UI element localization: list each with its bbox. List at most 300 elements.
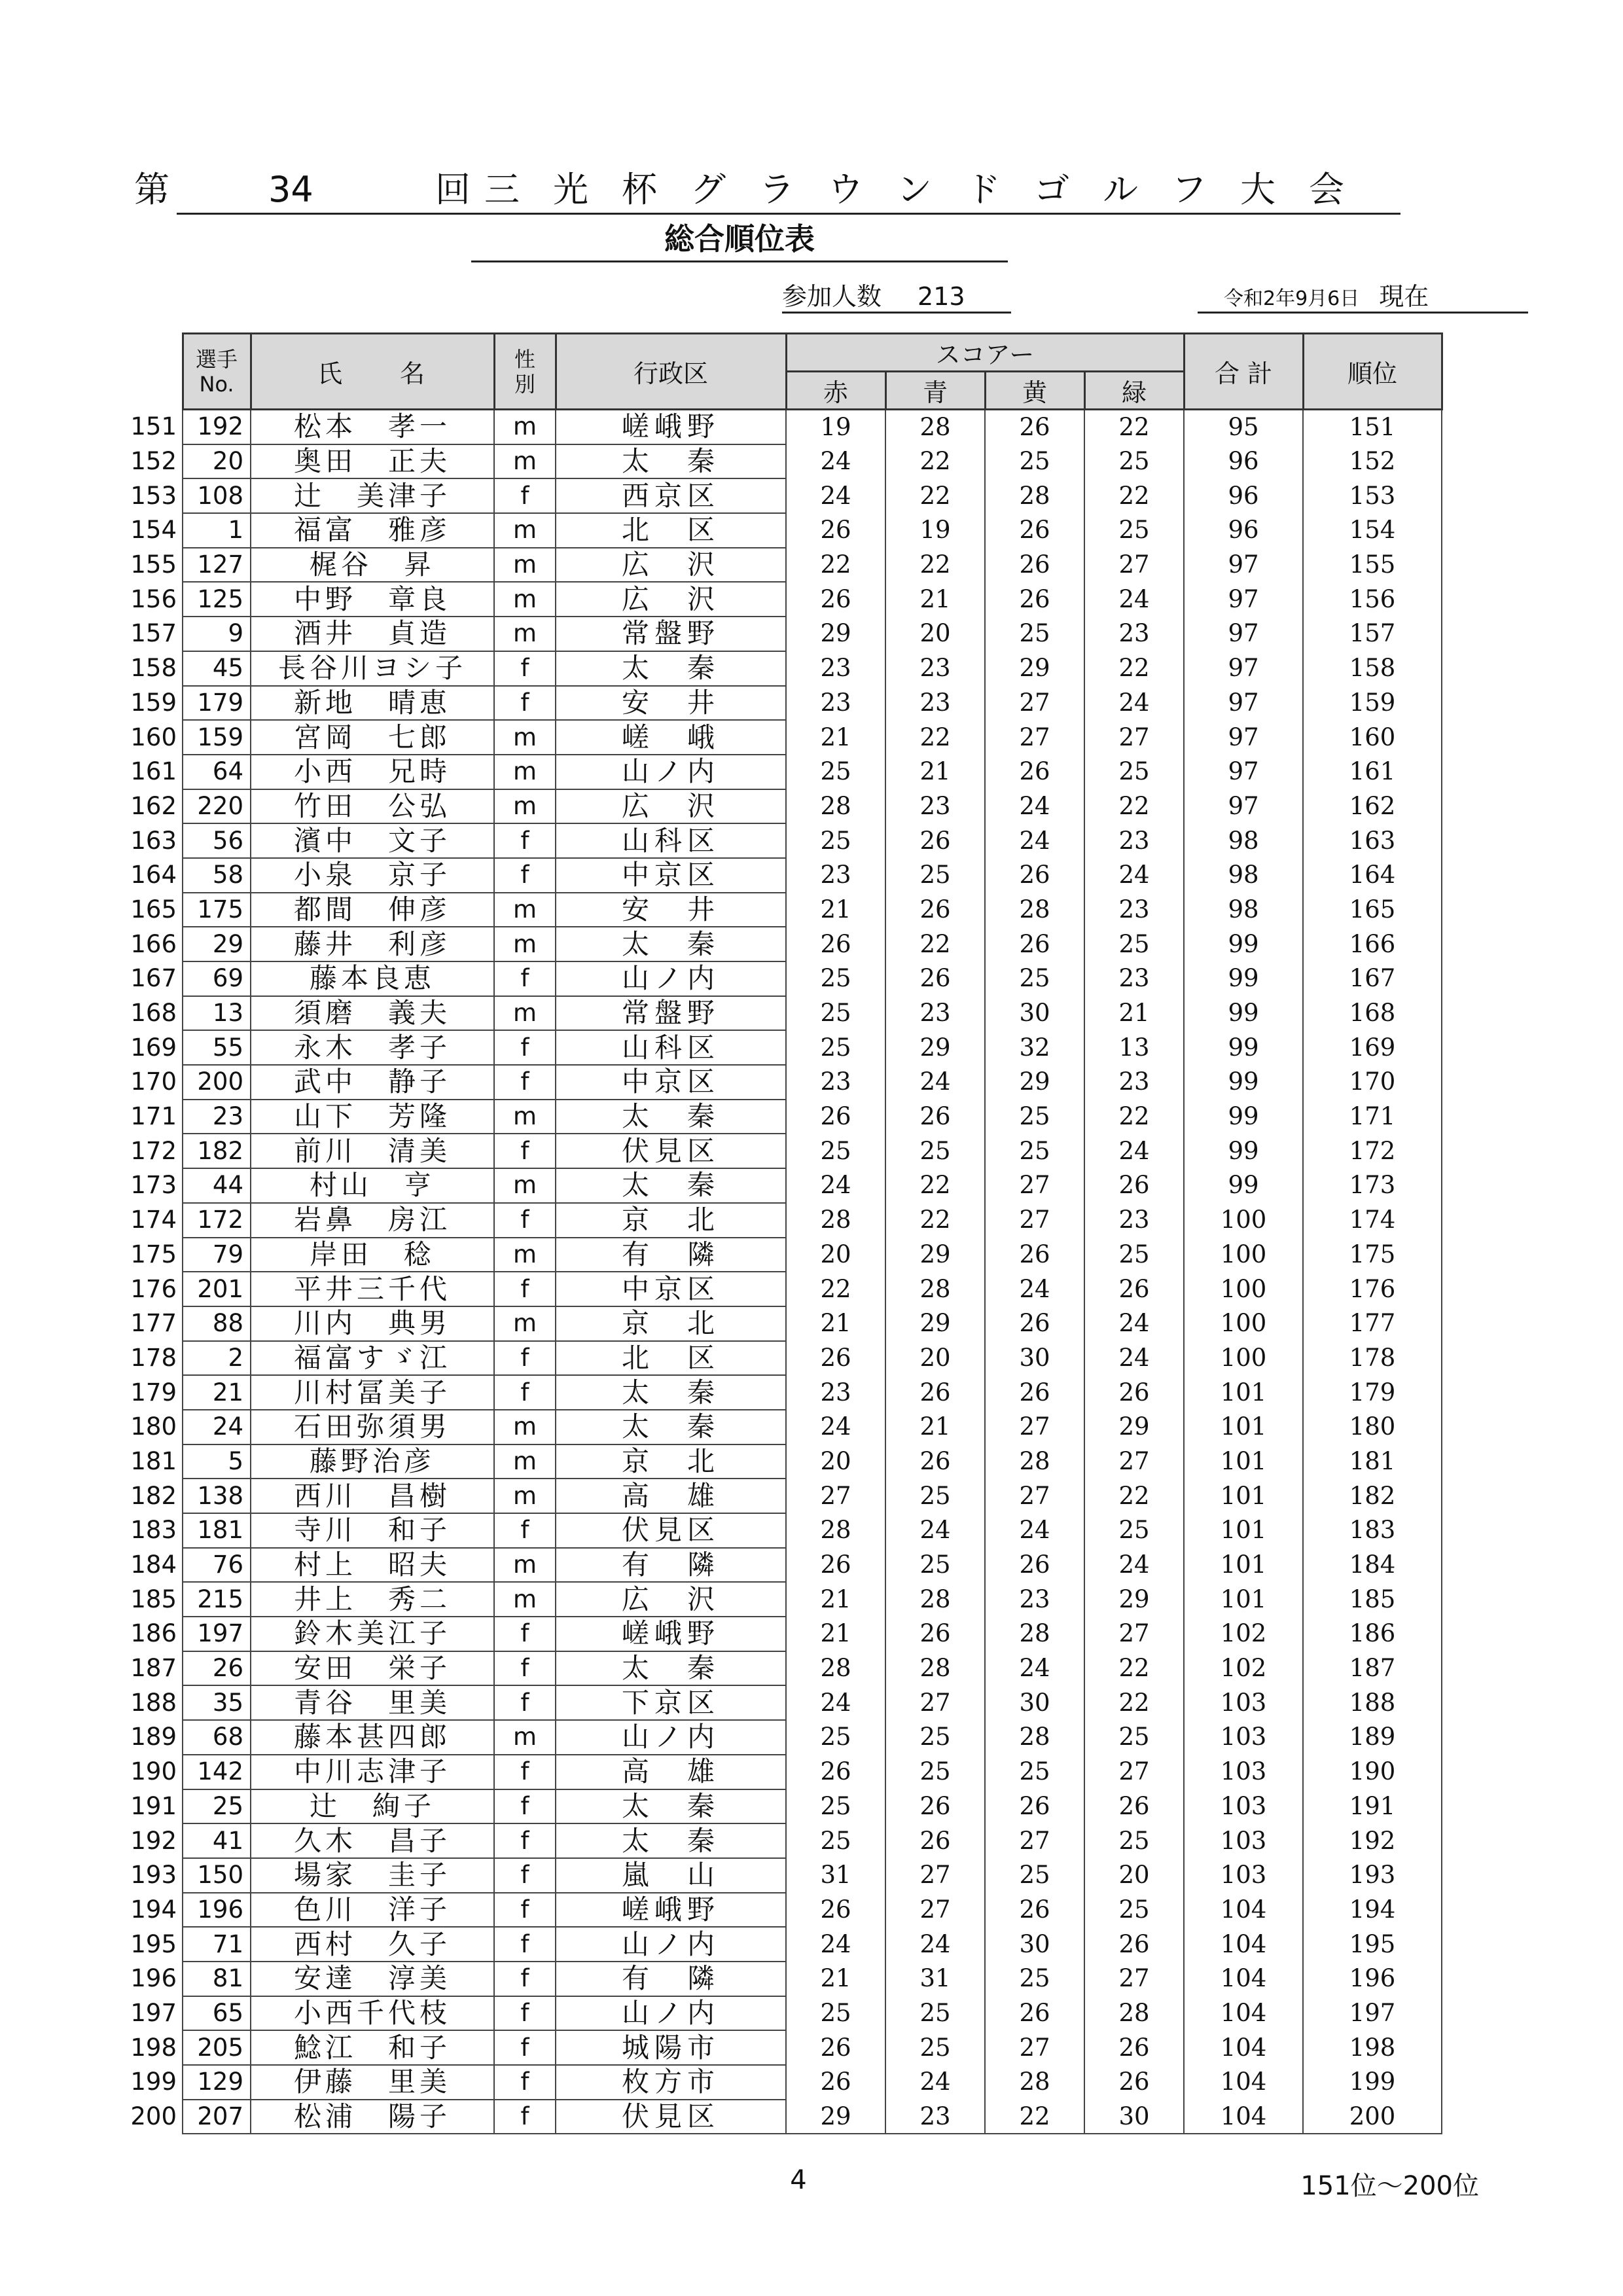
district-cell: 山科区 xyxy=(556,823,786,858)
score-yellow-cell: 25 xyxy=(985,1100,1084,1134)
score-blue-cell: 25 xyxy=(885,1134,985,1168)
sex-cell: f xyxy=(494,1203,556,1238)
place-cell: 193 xyxy=(1303,1858,1442,1893)
title-char: ゴ xyxy=(1034,169,1069,210)
score-red-cell: 24 xyxy=(786,444,885,479)
score-green-cell: 21 xyxy=(1084,996,1184,1031)
district-cell: 山ノ内 xyxy=(556,1996,786,2031)
table-row xyxy=(124,410,1442,444)
score-yellow-cell: 28 xyxy=(985,2065,1084,2100)
rank-cell: 178 xyxy=(130,1343,177,1372)
score-red-cell: 28 xyxy=(786,1513,885,1548)
name-cell: 福富 雅彦 xyxy=(251,513,494,548)
place-cell: 169 xyxy=(1303,1030,1442,1065)
player-no-cell: 200 xyxy=(183,1065,251,1100)
district-cell: 太 秦 xyxy=(556,444,786,479)
rank-cell: 159 xyxy=(130,688,177,717)
table-row xyxy=(124,548,1442,583)
score-red-cell: 25 xyxy=(786,1823,885,1858)
sex-cell: f xyxy=(494,1341,556,1376)
name-cell: 酒井 貞造 xyxy=(251,617,494,651)
total-cell: 103 xyxy=(1184,1685,1303,1720)
sex-cell: m xyxy=(494,755,556,789)
score-blue-cell: 26 xyxy=(885,1100,985,1134)
rank-cell: 155 xyxy=(130,550,177,579)
player-no-cell: 56 xyxy=(183,823,251,858)
score-green-cell: 25 xyxy=(1084,1720,1184,1755)
score-yellow-cell: 27 xyxy=(985,1823,1084,1858)
place-cell: 160 xyxy=(1303,720,1442,755)
place-cell: 177 xyxy=(1303,1306,1442,1341)
place-cell: 194 xyxy=(1303,1893,1442,1928)
name-cell: 安田 栄子 xyxy=(251,1651,494,1686)
rank-cell: 195 xyxy=(130,1929,177,1958)
sex-cell: m xyxy=(494,513,556,548)
place-cell: 195 xyxy=(1303,1927,1442,1962)
score-yellow-cell: 26 xyxy=(985,1893,1084,1928)
score-blue-cell: 26 xyxy=(885,1444,985,1479)
score-yellow-cell: 26 xyxy=(985,513,1084,548)
rank-cell: 183 xyxy=(130,1516,177,1545)
name-cell: 青谷 里美 xyxy=(251,1685,494,1720)
score-green-cell: 27 xyxy=(1084,1962,1184,1996)
participants-label: 参加人数 xyxy=(782,282,882,311)
district-cell: 高 雄 xyxy=(556,1479,786,1513)
sex-cell: f xyxy=(494,1858,556,1893)
total-cell: 99 xyxy=(1184,1065,1303,1100)
score-red-cell: 28 xyxy=(786,789,885,824)
rank-cell: 169 xyxy=(130,1033,177,1062)
score-green-cell: 23 xyxy=(1084,617,1184,651)
place-cell: 181 xyxy=(1303,1444,1442,1479)
total-cell: 97 xyxy=(1184,789,1303,824)
place-cell: 189 xyxy=(1303,1720,1442,1755)
table-row xyxy=(124,1513,1442,1548)
total-cell: 99 xyxy=(1184,1134,1303,1168)
score-green-cell: 26 xyxy=(1084,2065,1184,2100)
place-cell: 162 xyxy=(1303,789,1442,824)
name-cell: 鈴木美江子 xyxy=(251,1617,494,1651)
table-row xyxy=(124,2030,1442,2065)
score-yellow-cell: 27 xyxy=(985,1168,1084,1203)
score-red-cell: 27 xyxy=(786,1479,885,1513)
sex-cell: m xyxy=(494,1410,556,1444)
table-row xyxy=(124,1927,1442,1962)
total-cell: 103 xyxy=(1184,1720,1303,1755)
title-underline xyxy=(177,213,1400,215)
player-no-cell: 64 xyxy=(183,755,251,789)
total-cell: 99 xyxy=(1184,1168,1303,1203)
name-cell: 永木 孝子 xyxy=(251,1030,494,1065)
table-row xyxy=(124,1410,1442,1444)
place-cell: 188 xyxy=(1303,1685,1442,1720)
score-yellow-cell: 26 xyxy=(985,1306,1084,1341)
table-row xyxy=(124,1858,1442,1893)
score-blue-cell: 23 xyxy=(885,686,985,721)
rank-cell: 199 xyxy=(130,2068,177,2096)
score-yellow-cell: 28 xyxy=(985,1720,1084,1755)
score-blue-cell: 23 xyxy=(885,789,985,824)
place-cell: 187 xyxy=(1303,1651,1442,1686)
sex-cell: m xyxy=(494,1306,556,1341)
rank-cell: 170 xyxy=(130,1067,177,1096)
score-yellow-cell: 26 xyxy=(985,1375,1084,1410)
player-no-cell: 205 xyxy=(183,2030,251,2065)
rank-cell: 176 xyxy=(130,1274,177,1303)
place-cell: 156 xyxy=(1303,582,1442,617)
place-cell: 154 xyxy=(1303,513,1442,548)
place-cell: 184 xyxy=(1303,1548,1442,1583)
title-char: 杯 xyxy=(622,169,657,210)
score-yellow-cell: 24 xyxy=(985,1651,1084,1686)
score-red-cell: 25 xyxy=(786,1720,885,1755)
player-no-cell: 29 xyxy=(183,927,251,961)
player-no-cell: 196 xyxy=(183,1893,251,1928)
score-yellow-cell: 27 xyxy=(985,2030,1084,2065)
district-cell: 伏見区 xyxy=(556,1134,786,1168)
table-row xyxy=(124,686,1442,721)
rank-cell: 177 xyxy=(130,1309,177,1338)
score-red-cell: 26 xyxy=(786,513,885,548)
header-sex-line2: 別 xyxy=(514,371,535,397)
rank-cell: 180 xyxy=(130,1412,177,1441)
table-row xyxy=(124,1479,1442,1513)
score-red-cell: 21 xyxy=(786,1306,885,1341)
player-no-cell: 9 xyxy=(183,617,251,651)
sex-cell: f xyxy=(494,823,556,858)
score-red-cell: 24 xyxy=(786,478,885,513)
rank-cell: 172 xyxy=(130,1136,177,1165)
total-cell: 103 xyxy=(1184,1823,1303,1858)
rank-cell: 186 xyxy=(130,1619,177,1648)
score-red-cell: 25 xyxy=(786,996,885,1031)
table-row xyxy=(124,1548,1442,1583)
table-row xyxy=(124,1030,1442,1065)
name-cell: 色川 洋子 xyxy=(251,1893,494,1928)
player-no-cell: 41 xyxy=(183,1823,251,1858)
score-red-cell: 23 xyxy=(786,858,885,893)
place-cell: 191 xyxy=(1303,1789,1442,1824)
table-row xyxy=(124,1893,1442,1928)
rank-cell: 171 xyxy=(130,1102,177,1131)
table-row xyxy=(124,444,1442,479)
player-no-cell: 81 xyxy=(183,1962,251,1996)
score-green-cell: 30 xyxy=(1084,2100,1184,2134)
rank-cell: 191 xyxy=(130,1791,177,1820)
title-char: ラ xyxy=(759,169,794,210)
score-yellow-cell: 26 xyxy=(985,582,1084,617)
rank-cell: 161 xyxy=(130,757,177,786)
score-red-cell: 26 xyxy=(786,927,885,961)
score-green-cell: 26 xyxy=(1084,2030,1184,2065)
score-yellow-cell: 27 xyxy=(985,686,1084,721)
place-cell: 153 xyxy=(1303,478,1442,513)
district-cell: 太 秦 xyxy=(556,1651,786,1686)
player-no-cell: 150 xyxy=(183,1858,251,1893)
name-cell: 武中 静子 xyxy=(251,1065,494,1100)
page-number: 4 xyxy=(790,2165,807,2195)
score-green-cell: 27 xyxy=(1084,720,1184,755)
total-cell: 101 xyxy=(1184,1513,1303,1548)
sex-cell: f xyxy=(494,1617,556,1651)
score-blue-cell: 25 xyxy=(885,2030,985,2065)
rank-cell: 154 xyxy=(130,516,177,545)
score-blue-cell: 21 xyxy=(885,1410,985,1444)
place-cell: 170 xyxy=(1303,1065,1442,1100)
sex-cell: m xyxy=(494,1238,556,1272)
ranking-table xyxy=(124,332,1443,2134)
score-blue-cell: 22 xyxy=(885,478,985,513)
player-no-cell: 88 xyxy=(183,1306,251,1341)
score-yellow-cell: 30 xyxy=(985,1341,1084,1376)
player-no-cell: 26 xyxy=(183,1651,251,1686)
score-blue-cell: 25 xyxy=(885,1996,985,2031)
score-yellow-cell: 30 xyxy=(985,1927,1084,1962)
score-green-cell: 22 xyxy=(1084,1479,1184,1513)
rank-range: 151位～200位 xyxy=(1300,2171,1479,2201)
player-no-cell: 215 xyxy=(183,1582,251,1617)
table-row xyxy=(124,2100,1442,2134)
date-suffix: 現在 xyxy=(1379,282,1429,311)
score-yellow-cell: 25 xyxy=(985,1134,1084,1168)
district-cell: 太 秦 xyxy=(556,1789,786,1824)
table-row xyxy=(124,1755,1442,1789)
score-green-cell: 27 xyxy=(1084,1444,1184,1479)
score-red-cell: 25 xyxy=(786,961,885,996)
participants-value: 213 xyxy=(918,282,965,311)
name-cell: 長谷川ヨシ子 xyxy=(251,651,494,686)
table-row xyxy=(124,1375,1442,1410)
sex-cell: f xyxy=(494,651,556,686)
score-red-cell: 21 xyxy=(786,720,885,755)
rank-cell: 192 xyxy=(130,1826,177,1855)
score-red-cell: 24 xyxy=(786,1685,885,1720)
player-no-cell: 175 xyxy=(183,893,251,927)
district-cell: 城陽市 xyxy=(556,2030,786,2065)
name-cell: 福富すゞ江 xyxy=(251,1341,494,1376)
total-cell: 101 xyxy=(1184,1479,1303,1513)
table-row xyxy=(124,1823,1442,1858)
score-yellow-cell: 26 xyxy=(985,1996,1084,2031)
score-blue-cell: 24 xyxy=(885,1513,985,1548)
total-cell: 97 xyxy=(1184,755,1303,789)
sex-cell: m xyxy=(494,1582,556,1617)
score-yellow-cell: 25 xyxy=(985,1858,1084,1893)
rank-cell: 193 xyxy=(130,1861,177,1890)
table-row xyxy=(124,823,1442,858)
sex-cell: f xyxy=(494,1927,556,1962)
table-row xyxy=(124,1720,1442,1755)
score-blue-cell: 26 xyxy=(885,823,985,858)
player-no-cell: 25 xyxy=(183,1789,251,1824)
district-cell: 京 北 xyxy=(556,1203,786,1238)
date-text: 令和2年9月6日 xyxy=(1224,287,1360,310)
title-char: 三 xyxy=(484,169,520,210)
score-red-cell: 22 xyxy=(786,548,885,583)
district-cell: 嵯峨野 xyxy=(556,410,786,444)
total-cell: 99 xyxy=(1184,961,1303,996)
total-cell: 102 xyxy=(1184,1617,1303,1651)
total-cell: 100 xyxy=(1184,1238,1303,1272)
district-cell: 太 秦 xyxy=(556,1168,786,1203)
rank-cell: 188 xyxy=(130,1688,177,1717)
score-yellow-cell: 22 xyxy=(985,2100,1084,2134)
score-red-cell: 25 xyxy=(786,1996,885,2031)
header-score-green: 緑 xyxy=(1084,372,1184,410)
table-row xyxy=(124,1100,1442,1134)
score-green-cell: 23 xyxy=(1084,823,1184,858)
score-blue-cell: 28 xyxy=(885,1272,985,1306)
score-blue-cell: 24 xyxy=(885,2065,985,2100)
table-row xyxy=(124,513,1442,548)
name-cell: 宮岡 七郎 xyxy=(251,720,494,755)
title-kai: 回 xyxy=(435,169,471,210)
score-green-cell: 24 xyxy=(1084,1341,1184,1376)
place-cell: 161 xyxy=(1303,755,1442,789)
player-no-cell: 172 xyxy=(183,1203,251,1238)
place-cell: 166 xyxy=(1303,927,1442,961)
rank-cell: 156 xyxy=(130,584,177,613)
table-row xyxy=(124,996,1442,1031)
rank-cell: 158 xyxy=(130,654,177,683)
rank-cell: 157 xyxy=(130,619,177,648)
place-cell: 158 xyxy=(1303,651,1442,686)
score-yellow-cell: 25 xyxy=(985,1962,1084,1996)
header-player-no-line1: 選手 xyxy=(195,346,238,372)
player-no-cell: 58 xyxy=(183,858,251,893)
table-row xyxy=(124,1272,1442,1306)
page-title xyxy=(134,167,1397,213)
score-yellow-cell: 26 xyxy=(985,1548,1084,1583)
score-red-cell: 25 xyxy=(786,1030,885,1065)
table-row xyxy=(124,1306,1442,1341)
name-cell: 伊藤 里美 xyxy=(251,2065,494,2100)
place-cell: 174 xyxy=(1303,1203,1442,1238)
place-cell: 171 xyxy=(1303,1100,1442,1134)
district-cell: 広 沢 xyxy=(556,789,786,824)
total-cell: 97 xyxy=(1184,651,1303,686)
district-cell: 有 隣 xyxy=(556,1962,786,1996)
place-cell: 175 xyxy=(1303,1238,1442,1272)
score-blue-cell: 29 xyxy=(885,1030,985,1065)
score-blue-cell: 25 xyxy=(885,1548,985,1583)
total-cell: 97 xyxy=(1184,582,1303,617)
name-cell: 山下 芳隆 xyxy=(251,1100,494,1134)
score-blue-cell: 26 xyxy=(885,961,985,996)
score-red-cell: 29 xyxy=(786,2100,885,2134)
player-no-cell: 129 xyxy=(183,2065,251,2100)
total-cell: 101 xyxy=(1184,1375,1303,1410)
score-green-cell: 23 xyxy=(1084,961,1184,996)
table-row xyxy=(124,1168,1442,1203)
total-cell: 104 xyxy=(1184,2100,1303,2134)
rank-cell: 198 xyxy=(130,2033,177,2062)
table-row xyxy=(124,1789,1442,1824)
table-row xyxy=(124,1134,1442,1168)
name-cell: 梶谷 昇 xyxy=(251,548,494,583)
score-red-cell: 23 xyxy=(786,1065,885,1100)
district-cell: 北 区 xyxy=(556,513,786,548)
table-row xyxy=(124,789,1442,824)
sex-cell: m xyxy=(494,548,556,583)
score-green-cell: 22 xyxy=(1084,1685,1184,1720)
score-green-cell: 22 xyxy=(1084,651,1184,686)
district-cell: 嵯峨野 xyxy=(556,1893,786,1928)
district-cell: 枚方市 xyxy=(556,2065,786,2100)
score-red-cell: 24 xyxy=(786,1927,885,1962)
district-cell: 広 沢 xyxy=(556,548,786,583)
score-red-cell: 24 xyxy=(786,1410,885,1444)
table-row xyxy=(124,720,1442,755)
name-cell: 中川志津子 xyxy=(251,1755,494,1789)
district-cell: 山科区 xyxy=(556,1030,786,1065)
score-red-cell: 26 xyxy=(786,2030,885,2065)
player-no-cell: 79 xyxy=(183,1238,251,1272)
score-green-cell: 24 xyxy=(1084,858,1184,893)
score-green-cell: 23 xyxy=(1084,893,1184,927)
score-red-cell: 25 xyxy=(786,1789,885,1824)
sex-cell: f xyxy=(494,1065,556,1100)
score-blue-cell: 22 xyxy=(885,1203,985,1238)
place-cell: 179 xyxy=(1303,1375,1442,1410)
total-cell: 103 xyxy=(1184,1858,1303,1893)
score-blue-cell: 23 xyxy=(885,651,985,686)
player-no-cell: 179 xyxy=(183,686,251,721)
header-place: 順位 xyxy=(1303,334,1442,410)
subtitle: 総合順位表 xyxy=(664,221,815,257)
place-cell: 192 xyxy=(1303,1823,1442,1858)
name-cell: 藤本甚四郎 xyxy=(251,1720,494,1755)
name-cell: 石田弥須男 xyxy=(251,1410,494,1444)
total-cell: 100 xyxy=(1184,1306,1303,1341)
player-no-cell: 55 xyxy=(183,1030,251,1065)
score-yellow-cell: 32 xyxy=(985,1030,1084,1065)
score-blue-cell: 21 xyxy=(885,755,985,789)
name-cell: 小西千代枝 xyxy=(251,1996,494,2031)
score-blue-cell: 26 xyxy=(885,1789,985,1824)
score-blue-cell: 24 xyxy=(885,1065,985,1100)
place-cell: 159 xyxy=(1303,686,1442,721)
score-green-cell: 26 xyxy=(1084,1375,1184,1410)
total-cell: 103 xyxy=(1184,1755,1303,1789)
total-cell: 96 xyxy=(1184,444,1303,479)
score-green-cell: 24 xyxy=(1084,686,1184,721)
place-cell: 176 xyxy=(1303,1272,1442,1306)
score-blue-cell: 22 xyxy=(885,444,985,479)
sex-cell: m xyxy=(494,720,556,755)
table-row xyxy=(124,1996,1442,2031)
rank-cell: 200 xyxy=(130,2102,177,2131)
rank-cell: 190 xyxy=(130,1757,177,1786)
name-cell: 小西 兄時 xyxy=(251,755,494,789)
score-yellow-cell: 25 xyxy=(985,961,1084,996)
district-cell: 山ノ内 xyxy=(556,961,786,996)
district-cell: 広 沢 xyxy=(556,1582,786,1617)
score-green-cell: 29 xyxy=(1084,1582,1184,1617)
score-red-cell: 26 xyxy=(786,1100,885,1134)
place-cell: 178 xyxy=(1303,1341,1442,1376)
score-blue-cell: 25 xyxy=(885,1755,985,1789)
name-cell: 久木 昌子 xyxy=(251,1823,494,1858)
title-char: グ xyxy=(690,169,726,210)
score-green-cell: 24 xyxy=(1084,1134,1184,1168)
rank-cell: 194 xyxy=(130,1895,177,1924)
score-blue-cell: 27 xyxy=(885,1893,985,1928)
total-cell: 99 xyxy=(1184,1030,1303,1065)
score-blue-cell: 26 xyxy=(885,1617,985,1651)
rank-cell: 173 xyxy=(130,1171,177,1200)
score-yellow-cell: 26 xyxy=(985,755,1084,789)
